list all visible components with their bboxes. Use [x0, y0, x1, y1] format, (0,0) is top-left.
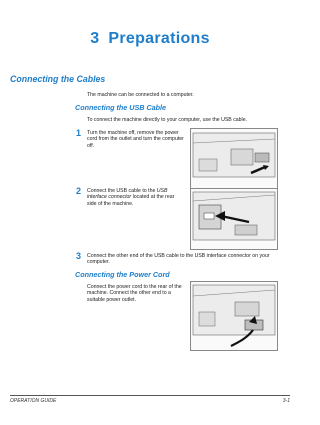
figure-usb-connect	[190, 188, 278, 250]
footer-page-number: 3-1	[282, 398, 290, 404]
step-2-number: 2	[76, 186, 82, 196]
step-3-text: Connect the other end of the USB cable to the USB interface connector on your computer.	[87, 253, 270, 266]
usb-intro: To connect the machine directly to your computer, use the USB cable.	[87, 117, 248, 123]
footer-guide-name: OPERATION GUIDE	[10, 398, 57, 404]
section-heading: Connecting the Cables	[10, 74, 106, 84]
usb-connection-illustration	[191, 189, 277, 249]
power-cord-illustration	[191, 282, 277, 350]
step-2-text: Connect the USB cable to the USB interface connector located at the rear side of the machine.	[87, 188, 175, 207]
power-subheading: Connecting the Power Cord	[75, 270, 170, 279]
chapter-number: 3	[90, 30, 100, 47]
step-3-number: 3	[76, 251, 82, 261]
figure-power-cord	[190, 281, 278, 351]
step-1-number: 1	[76, 128, 82, 138]
section-intro: The machine can be connected to a computer.	[87, 92, 194, 98]
machine-rear-power-illustration	[191, 129, 277, 189]
step-1-text: Turn the machine off, remove the power cord from the outlet and turn the computer off.	[87, 130, 184, 149]
chapter-title-text: Preparations	[108, 30, 210, 47]
power-text: Connect the power cord to the rear of the machine. Connect the other end to a suitable power outlet.	[87, 284, 182, 303]
usb-subheading: Connecting the USB Cable	[75, 103, 167, 112]
usb-connector-term: USB interface connector	[87, 188, 168, 201]
footer-rule	[10, 395, 290, 396]
chapter-title	[0, 30, 300, 48]
figure-power-off	[190, 128, 278, 190]
